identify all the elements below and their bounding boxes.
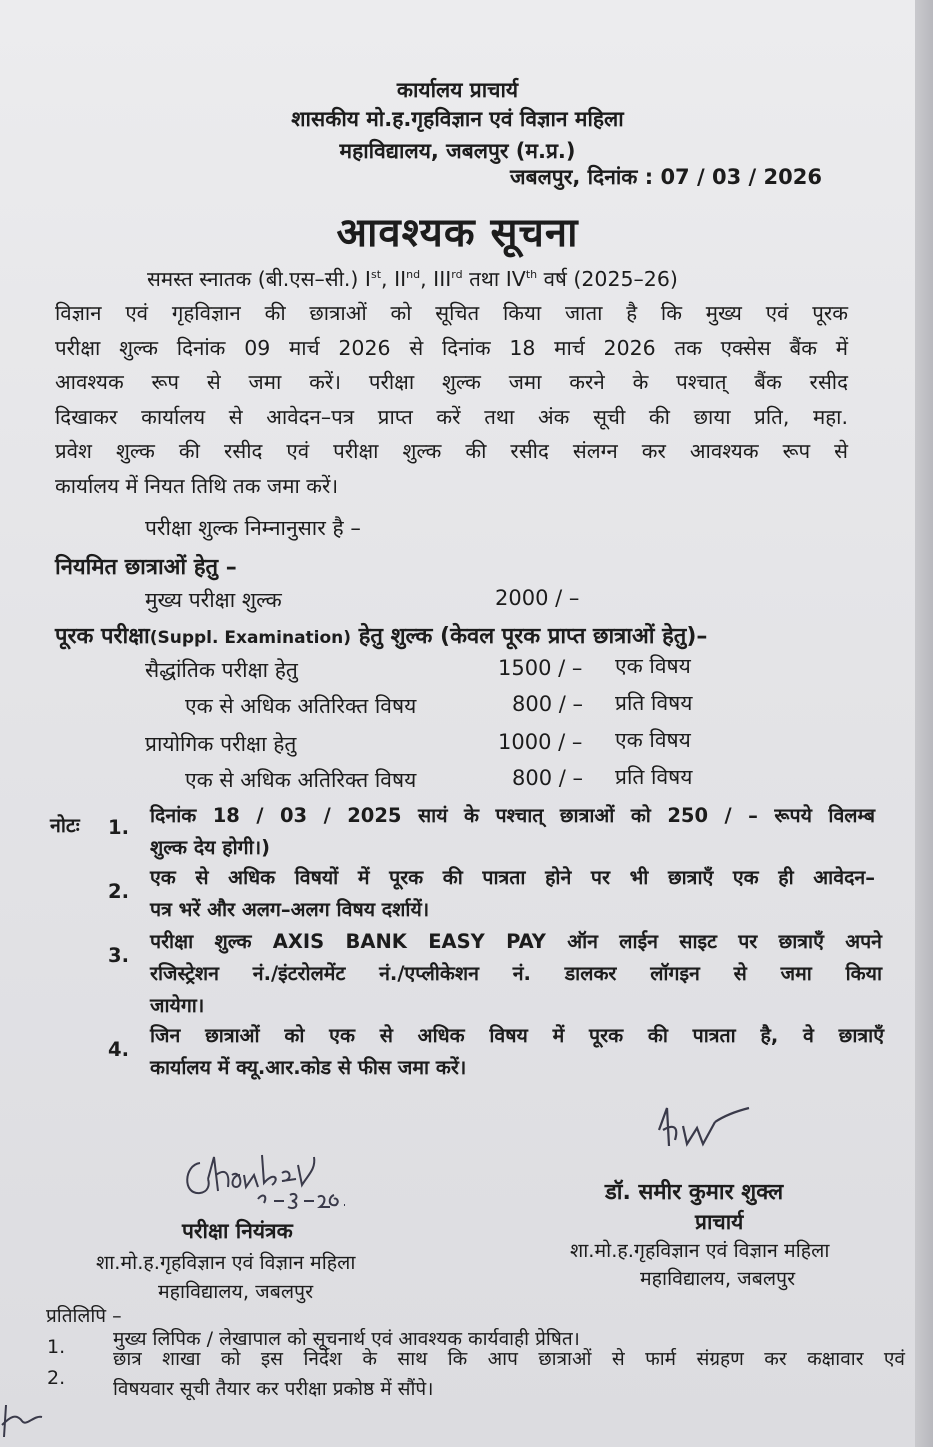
copy-number: 1. bbox=[47, 1336, 66, 1358]
fee-row-amount: 1500 / – bbox=[498, 656, 583, 680]
note-line: पत्र भरें और अलग–अलग विषय दर्शायें। bbox=[150, 898, 430, 921]
fee-row-unit: प्रति विषय bbox=[615, 691, 693, 715]
copy-number: 2. bbox=[47, 1367, 66, 1389]
regular-heading: नियमित छात्राओं हेतु – bbox=[55, 555, 237, 580]
suppl-heading-post: हेतु शुल्क (केवल पूरक प्राप्त छात्राओं हेतु)– bbox=[351, 624, 708, 649]
note-number: 1. bbox=[108, 816, 129, 839]
note-item bbox=[150, 862, 875, 926]
fee-row-amount: 1000 / – bbox=[498, 730, 583, 754]
note-line: रजिस्ट्रेशन नं./इंटरोलमेंट नं./एप्लीकेशन नं. डालकर लॉगइन से जमा किया bbox=[150, 962, 882, 985]
note-number: 4. bbox=[108, 1038, 129, 1061]
copy-heading: प्रतिलिपि – bbox=[46, 1305, 122, 1327]
note-line: परीक्षा शुल्क AXIS BANK EASY PAY ऑन लाईन साइट पर छात्राएँ अपने bbox=[150, 930, 882, 953]
main-exam-amount: 2000 / – bbox=[495, 586, 580, 610]
body-line: कार्यालय में नियत तिथि तक जमा करें। bbox=[55, 473, 339, 498]
fee-row-amount: 800 / – bbox=[512, 766, 584, 790]
issue-date: जबलपुर, दिनांक : 07 / 03 / 2026 bbox=[510, 165, 822, 189]
notice-title: आवश्यक सूचना bbox=[336, 210, 579, 256]
copy-line: मुख्य लिपिक / लेखापाल को सूचनार्थ एवं आवश्यक कार्यवाही प्रेषित। bbox=[113, 1328, 580, 1350]
fee-row-amount: 800 / – bbox=[512, 692, 584, 716]
body-line: परीक्षा शुल्क दिनांक 09 मार्च 2026 से दिनांक 18 मार्च 2026 तक एक्सेस बैंक में bbox=[55, 335, 848, 360]
college-name-line2: महाविद्यालय, जबलपुर (म.प्र.) bbox=[339, 139, 576, 163]
body-paragraph bbox=[55, 258, 848, 503]
office-heading: कार्यालय प्राचार्य bbox=[396, 78, 519, 102]
suppl-heading-en: (Suppl. Examination) bbox=[149, 628, 352, 648]
page-edge bbox=[915, 0, 933, 1447]
controller-org-line1: शा.मो.ह.गृहविज्ञान एवं विज्ञान महिला bbox=[96, 1251, 356, 1274]
body-line: आवश्यक रूप से जमा करें। परीक्षा शुल्क जमा करने के पश्चात् बैंक रसीद bbox=[55, 370, 848, 395]
main-exam-label: मुख्य परीक्षा शुल्क bbox=[145, 588, 282, 612]
note-line: एक से अधिक विषयों में पूरक की पात्रता होने पर भी छात्राएँ एक ही आवेदन– bbox=[150, 866, 875, 889]
principal-name: डॉ. समीर कुमार शुक्ल bbox=[605, 1180, 784, 1205]
note-item bbox=[150, 926, 882, 1022]
note-number: 2. bbox=[108, 880, 129, 903]
suppl-heading bbox=[55, 620, 707, 650]
copy-item bbox=[113, 1344, 905, 1404]
notes-label: नोटः bbox=[50, 814, 80, 837]
note-item bbox=[150, 1020, 884, 1084]
note-line: जिन छात्राओं को एक से अधिक विषय में पूरक की पात्रता है, वे छात्राएँ bbox=[150, 1024, 884, 1047]
fee-row-unit: एक विषय bbox=[615, 654, 691, 678]
fee-row-label: सैद्धांतिक परीक्षा हेतु bbox=[145, 658, 298, 682]
suppl-heading-pre: पूरक परीक्षा bbox=[55, 624, 150, 649]
fee-row-label: एक से अधिक अतिरिक्त विषय bbox=[185, 768, 417, 792]
note-line: कार्यालय में क्यू.आर.कोड से फीस जमा करें। bbox=[150, 1056, 467, 1079]
fee-row-label: एक से अधिक अतिरिक्त विषय bbox=[185, 694, 417, 718]
note-number: 3. bbox=[108, 944, 129, 967]
note-line: शुल्क देय होगी।) bbox=[150, 836, 271, 859]
copy-line: छात्र शाखा को इस निर्देश के साथ कि आप छात्राओं से फार्म संग्रहण कर कक्षावार एवं bbox=[113, 1348, 905, 1370]
fee-intro: परीक्षा शुल्क निम्नानुसार है – bbox=[145, 516, 361, 540]
note-line: दिनांक 18 / 03 / 2025 सायं के पश्चात् छात्राओं को 250 / – रूपये विलम्ब bbox=[150, 804, 875, 827]
body-line: प्रवेश शुल्क की रसीद एवं परीक्षा शुल्क की रसीद संलग्न कर आवश्यक रूप से bbox=[55, 439, 848, 464]
principal-org-line2: महाविद्यालय, जबलपुर bbox=[640, 1267, 796, 1290]
note-item bbox=[150, 800, 875, 864]
principal-org-line1: शा.मो.ह.गृहविज्ञान एवं विज्ञान महिला bbox=[570, 1239, 830, 1262]
controller-signature bbox=[178, 1135, 358, 1215]
copy-line: विषयवार सूची तैयार कर परीक्षा प्रकोष्ठ में सौंपे। bbox=[113, 1378, 434, 1400]
corner-pen-mark bbox=[0, 1395, 50, 1440]
body-first-line: समस्त स्नातक (बी.एस–सी.) Ist, IInd, IIIrd तथा IVth वर्ष (2025–26) bbox=[147, 266, 678, 291]
fee-row-unit: प्रति विषय bbox=[615, 765, 693, 789]
principal-title: प्राचार्य bbox=[695, 1210, 744, 1234]
fee-row-unit: एक विषय bbox=[615, 728, 691, 752]
controller-title: परीक्षा नियंत्रक bbox=[182, 1219, 293, 1243]
controller-org-line2: महाविद्यालय, जबलपुर bbox=[158, 1280, 314, 1303]
body-line: विज्ञान एवं गृहविज्ञान की छात्राओं को सूचित किया जाता है कि मुख्य एवं पूरक bbox=[55, 301, 848, 326]
principal-signature bbox=[645, 1100, 755, 1160]
fee-row-label: प्रायोगिक परीक्षा हेतु bbox=[145, 732, 297, 756]
note-line: जायेगा। bbox=[150, 994, 205, 1017]
body-line: दिखाकर कार्यालय से आवेदन–पत्र प्राप्त करें तथा अंक सूची की छाया प्रति, महा. bbox=[55, 404, 848, 429]
college-name-line1: शासकीय मो.ह.गृहविज्ञान एवं विज्ञान महिला bbox=[291, 107, 624, 131]
